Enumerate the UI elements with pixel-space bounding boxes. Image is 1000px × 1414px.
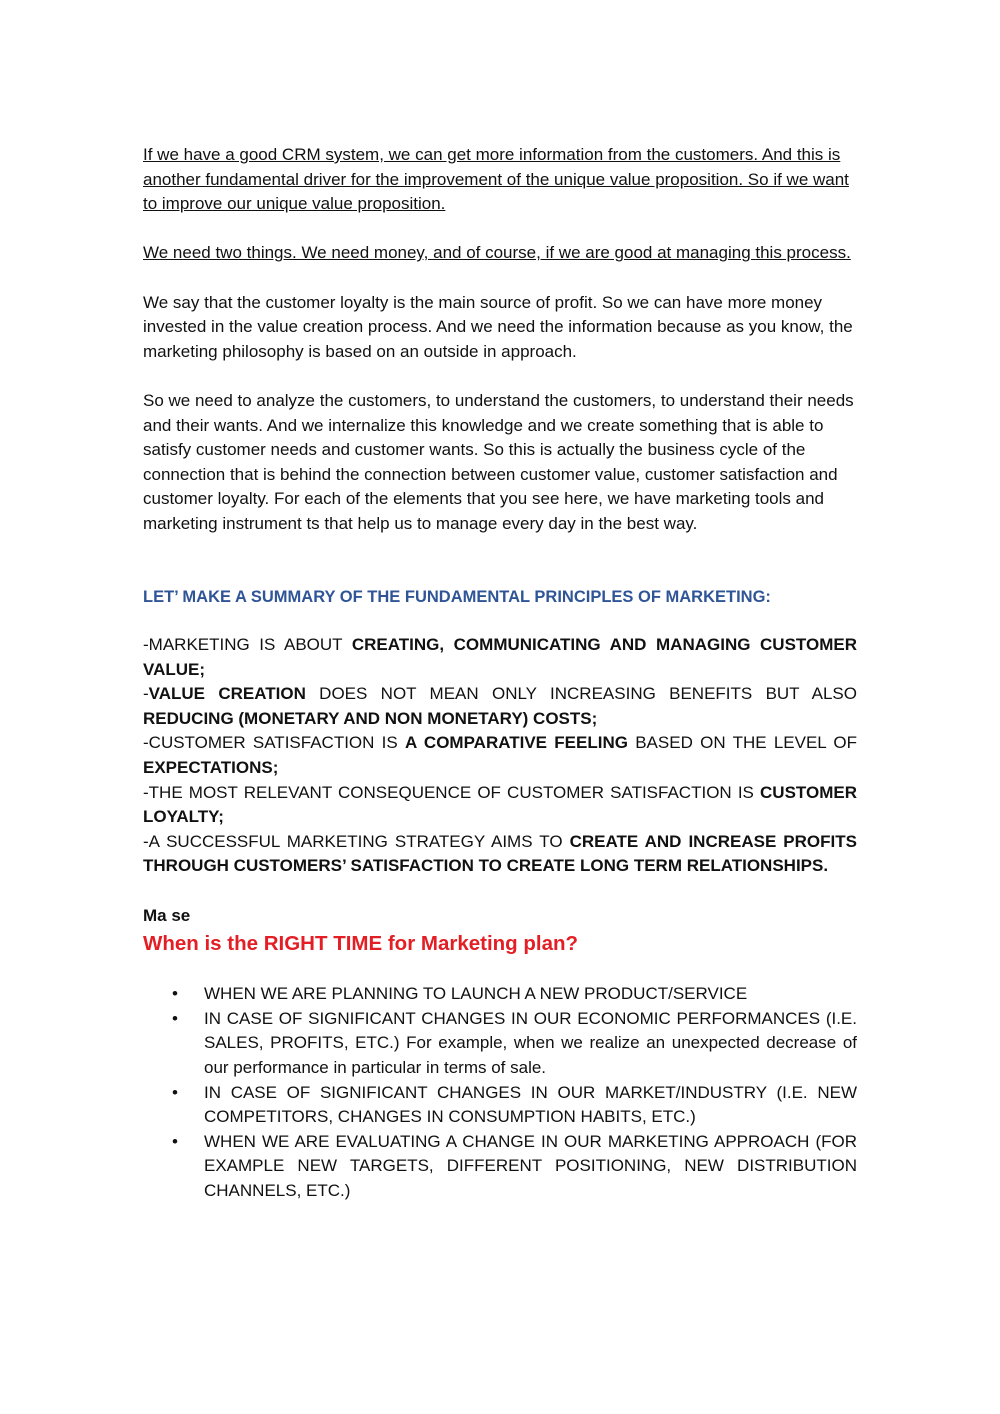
principle-emphasis: EXPECTATIONS; [143,758,279,778]
principle-emphasis: A COMPARATIVE FEELING [405,733,628,753]
principle-item [143,682,857,731]
principle-emphasis: CREATE AND INCREASE PROFITS THROUGH CUSTOMERS’ SATISFACTION TO CREATE LONG TERM RELATIONSHIPS. [143,831,857,876]
list-item [143,1081,857,1130]
bullet-icon: • [172,984,178,1004]
principle-emphasis: VALUE CREATION [148,684,306,704]
principle-text: -CUSTOMER SATISFACTION IS [143,733,406,753]
principle-text: -A SUCCESSFUL MARKETING STRATEGY AIMS TO [143,831,570,851]
paragraph-analyze-customers: So we need to analyze the customers, to understand the customers, to understand their needs and their wants. And we internalize this knowledge and we create something that is able to satisfy customer needs and customer wants. So this is actually the business cycle of the connection that is behind the connection between customer value, customer satisfaction and customer loyalty. For each of the elements that you see here, we have marketing tools and marketing instrument ts that help us to manage every day in the best way. [143,390,854,533]
bullet-icon: • [172,1131,178,1151]
bullet-icon: • [172,1008,178,1028]
right-time-list [143,982,857,1203]
list-item [143,1007,857,1081]
bullet-icon: • [172,1082,178,1102]
list-item-text: WHEN WE ARE EVALUATING A CHANGE IN OUR MARKETING APPROACH (FOR EXAMPLE NEW TARGETS, DIFFERENT POSITIONING, NEW DISTRIBUTION CHANNELS, ETC.) [204,1131,857,1200]
principle-text: - [143,684,149,704]
principles-list [143,633,857,879]
document-page [143,143,857,1204]
right-time-heading: When is the RIGHT TIME for Marketing plan? [143,932,579,956]
summary-heading: LET’ MAKE A SUMMARY OF THE FUNDAMENTAL PRINCIPLES OF MARKETING: [143,587,771,606]
principle-text: -MARKETING IS ABOUT [143,635,352,655]
principle-emphasis: CUSTOMER LOYALTY; [143,782,857,827]
paragraph-crm: If we have a good CRM system, we can get more information from the customers. And this is another fundamental driver for the improvement of the unique value proposition. So if we want to improve our unique value proposition. [143,145,849,214]
principle-item [143,830,857,879]
principle-emphasis: REDUCING (MONETARY AND NON MONETARY) COSTS; [143,708,598,728]
principle-emphasis: CREATING, COMMUNICATING AND MANAGING CUSTOMER VALUE; [143,635,857,679]
paragraph-two-things: We need two things. We need money, and of course, if we are good at managing this process. [143,243,851,263]
principle-item [143,731,857,780]
principle-item [143,633,857,682]
list-item-text: WHEN WE ARE PLANNING TO LAUNCH A NEW PRODUCT/SERVICE [204,984,748,1004]
note-text: Ma se [143,905,191,925]
principle-text: -THE MOST RELEVANT CONSEQUENCE OF CUSTOMER SATISFACTION IS [143,782,761,802]
list-item [143,1130,857,1204]
paragraph-loyalty: We say that the customer loyalty is the main source of profit. So we can have more money invested in the value creation process. And we need the information because as you know, the marketing philosophy is based on an outside in approach. [143,292,853,361]
principle-text: DOES NOT MEAN ONLY INCREASING BENEFITS BUT ALSO [305,684,857,704]
principle-text: BASED ON THE LEVEL OF [627,733,857,753]
list-item-text: IN CASE OF SIGNIFICANT CHANGES IN OUR ECONOMIC PERFORMANCES (I.E. SALES, PROFITS, ETC.) For example, when we realize an unexpected decrease of our performance in particular in terms of sale. [204,1008,857,1077]
list-item-text: IN CASE OF SIGNIFICANT CHANGES IN OUR MARKET/INDUSTRY (I.E. NEW COMPETITORS, CHANGES IN CONSUMPTION HABITS, ETC.) [204,1082,857,1127]
list-item [143,982,857,1007]
principle-item [143,781,857,830]
